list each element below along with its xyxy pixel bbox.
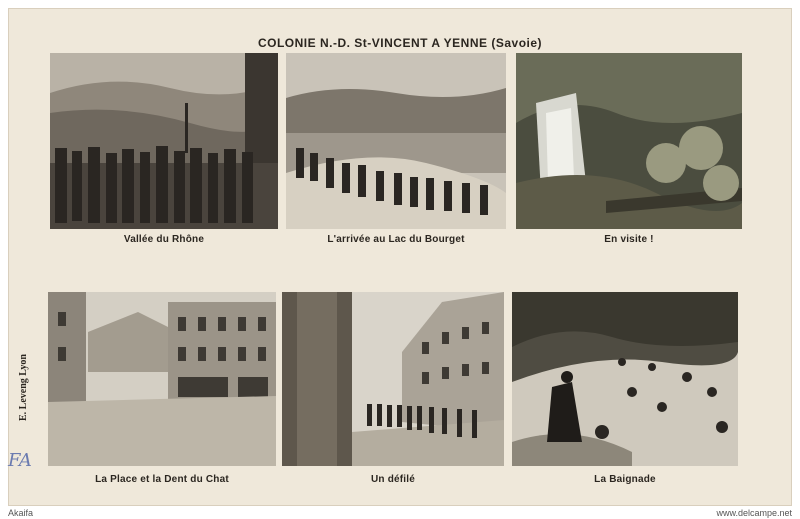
caption-vallee-du-rhone: Vallée du Rhône [123, 234, 205, 245]
photo-un-defile [282, 292, 504, 466]
photo-vallee-du-rhone [50, 53, 278, 229]
publisher-credit-text: E. Leveng Lyon [17, 353, 29, 421]
photo-la-place-dent-du-chat [48, 292, 276, 466]
postcard [8, 8, 792, 506]
caption-arrivee-lac-du-bourget: L'arrivée au Lac du Bourget [327, 234, 465, 245]
caption-la-baignade: La Baignade [594, 474, 656, 485]
photo-en-visite [516, 53, 742, 229]
watermark-right: www.delcampe.net [716, 508, 792, 518]
caption-en-visite: En visite ! [604, 234, 654, 245]
watermark-left: Akaifa [8, 508, 34, 518]
publisher-credit [8, 322, 38, 452]
handwritten-mark: FA [8, 450, 32, 471]
caption-la-place-dent-du-chat: La Place et la Dent du Chat [95, 474, 229, 485]
photo-arrivee-lac-du-bourget [286, 53, 506, 229]
card-title: COLONIE N.-D. St-VINCENT A YENNE (Savoie) [257, 36, 543, 50]
caption-un-defile: Un défilé [370, 474, 416, 485]
photo-la-baignade [512, 292, 738, 466]
